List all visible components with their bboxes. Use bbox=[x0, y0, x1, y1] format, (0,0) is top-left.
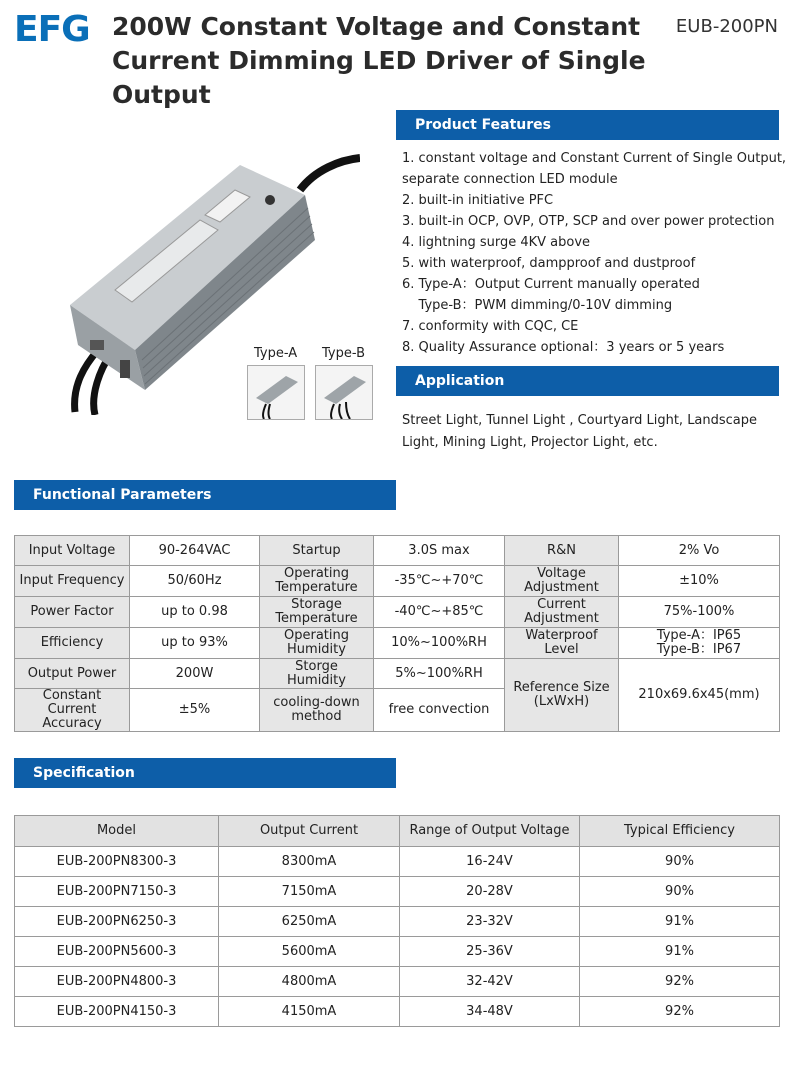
param-value: ±5% bbox=[130, 689, 260, 732]
param-label: Constant Current Accuracy bbox=[15, 689, 130, 732]
param-label: Startup bbox=[260, 536, 374, 566]
spec-cell: 92% bbox=[580, 997, 780, 1027]
spec-cell: 4150mA bbox=[219, 997, 400, 1027]
param-label: R&N bbox=[505, 536, 619, 566]
param-row bbox=[15, 597, 780, 628]
param-row bbox=[15, 659, 780, 689]
feature-item: 3. built-in OCP, OVP, OTP, SCP and over power protection bbox=[402, 214, 775, 229]
title-line-2: Current Dimming LED Driver of Single Output bbox=[112, 46, 646, 109]
type-b-thumbnail bbox=[315, 365, 373, 420]
param-value: Type-A：IP65 Type-B：IP67 bbox=[619, 628, 780, 659]
feature-item: separate connection LED module bbox=[402, 172, 618, 187]
spec-cell: EUB-200PN7150-3 bbox=[15, 877, 219, 907]
spec-cell: 90% bbox=[580, 847, 780, 877]
feature-item: 4. lightning surge 4KV above bbox=[402, 235, 591, 250]
param-label: Reference Size (LxWxH) bbox=[505, 659, 619, 732]
section-functional-parameters: Functional Parameters bbox=[14, 480, 396, 510]
spec-cell: 4800mA bbox=[219, 967, 400, 997]
spec-cell: 23-32V bbox=[400, 907, 580, 937]
param-row bbox=[15, 536, 780, 566]
param-value: ±10% bbox=[619, 566, 780, 597]
model-number: EUB-200PN bbox=[675, 16, 778, 37]
param-value: up to 0.98 bbox=[130, 597, 260, 628]
spec-header-cell: Range of Output Voltage bbox=[400, 816, 580, 847]
param-label: Operating Humidity bbox=[260, 628, 374, 659]
param-label: Storge Humidity bbox=[260, 659, 374, 689]
param-label: Input Frequency bbox=[15, 566, 130, 597]
param-value: 210x69.6x45(mm) bbox=[619, 659, 780, 732]
spec-cell: EUB-200PN5600-3 bbox=[15, 937, 219, 967]
param-value: 2% Vo bbox=[619, 536, 780, 566]
feature-item: 7. conformity with CQC, CE bbox=[402, 319, 579, 334]
spec-cell: 91% bbox=[580, 937, 780, 967]
param-label: Power Factor bbox=[15, 597, 130, 628]
param-label: Waterproof Level bbox=[505, 628, 619, 659]
feature-item: 6. Type-A：Output Current manually operated bbox=[402, 277, 700, 292]
spec-cell: 8300mA bbox=[219, 847, 400, 877]
spec-cell: EUB-200PN6250-3 bbox=[15, 907, 219, 937]
spec-header-cell: Output Current bbox=[219, 816, 400, 847]
table-row bbox=[15, 937, 780, 967]
spec-cell: 16-24V bbox=[400, 847, 580, 877]
application-text: Street Light, Tunnel Light , Courtyard Light, Landscape Light, Mining Light, Projector Light, etc. bbox=[402, 413, 758, 450]
param-label: Voltage Adjustment bbox=[505, 566, 619, 597]
section-product-features: Product Features bbox=[396, 110, 779, 140]
param-value: 75%-100% bbox=[619, 597, 780, 628]
table-row bbox=[15, 877, 780, 907]
brand-logo: EFG bbox=[14, 9, 90, 50]
spec-cell: EUB-200PN8300-3 bbox=[15, 847, 219, 877]
type-a-thumbnail bbox=[247, 365, 305, 420]
param-row bbox=[15, 566, 780, 597]
param-label: Operating Temperature bbox=[260, 566, 374, 597]
spec-header-row bbox=[15, 816, 780, 847]
spec-header-cell: Model bbox=[15, 816, 219, 847]
param-value: up to 93% bbox=[130, 628, 260, 659]
type-a-label: Type-A bbox=[254, 346, 298, 361]
feature-item: 2. built-in initiative PFC bbox=[402, 193, 554, 208]
spec-cell: 7150mA bbox=[219, 877, 400, 907]
spec-cell: 25-36V bbox=[400, 937, 580, 967]
param-label: Current Adjustment bbox=[505, 597, 619, 628]
spec-cell: 32-42V bbox=[400, 967, 580, 997]
param-row bbox=[15, 628, 780, 659]
specification-table bbox=[14, 815, 780, 1027]
feature-item: 5. with waterproof, dampproof and dustproof bbox=[402, 256, 696, 271]
feature-item: Type-B：PWM dimming/0-10V dimming bbox=[402, 298, 673, 313]
title-line-1: 200W Constant Voltage and Constant bbox=[112, 12, 641, 41]
spec-cell: 92% bbox=[580, 967, 780, 997]
spec-cell: 6250mA bbox=[219, 907, 400, 937]
param-value: free convection bbox=[374, 689, 505, 732]
param-value: 5%~100%RH bbox=[374, 659, 505, 689]
table-row bbox=[15, 967, 780, 997]
param-value: 10%~100%RH bbox=[374, 628, 505, 659]
type-b-label: Type-B bbox=[322, 346, 366, 361]
table-row bbox=[15, 907, 780, 937]
table-row bbox=[15, 847, 780, 877]
section-application: Application bbox=[396, 366, 779, 396]
spec-cell: EUB-200PN4800-3 bbox=[15, 967, 219, 997]
param-label: Efficiency bbox=[15, 628, 130, 659]
spec-cell: 90% bbox=[580, 877, 780, 907]
feature-item: 8. Quality Assurance optional：3 years or 5 years bbox=[402, 340, 725, 355]
param-value: 3.0S max bbox=[374, 536, 505, 566]
param-label: Output Power bbox=[15, 659, 130, 689]
functional-parameters-table bbox=[14, 535, 780, 732]
section-specification: Specification bbox=[14, 758, 396, 788]
features-list bbox=[402, 148, 792, 358]
param-label: Input Voltage bbox=[15, 536, 130, 566]
spec-cell: 5600mA bbox=[219, 937, 400, 967]
spec-cell: 34-48V bbox=[400, 997, 580, 1027]
param-label: Storage Temperature bbox=[260, 597, 374, 628]
param-value: 90-264VAC bbox=[130, 536, 260, 566]
param-value: -40℃~+85℃ bbox=[374, 597, 505, 628]
param-value: 200W bbox=[130, 659, 260, 689]
param-value: -35℃~+70℃ bbox=[374, 566, 505, 597]
param-value: 50/60Hz bbox=[130, 566, 260, 597]
spec-cell: 91% bbox=[580, 907, 780, 937]
page-title bbox=[112, 10, 672, 112]
table-row bbox=[15, 997, 780, 1027]
spec-cell: EUB-200PN4150-3 bbox=[15, 997, 219, 1027]
param-label: cooling-down method bbox=[260, 689, 374, 732]
feature-item: 1. constant voltage and Constant Current of Single Output, bbox=[402, 151, 787, 166]
spec-header-cell: Typical Efficiency bbox=[580, 816, 780, 847]
spec-cell: 20-28V bbox=[400, 877, 580, 907]
